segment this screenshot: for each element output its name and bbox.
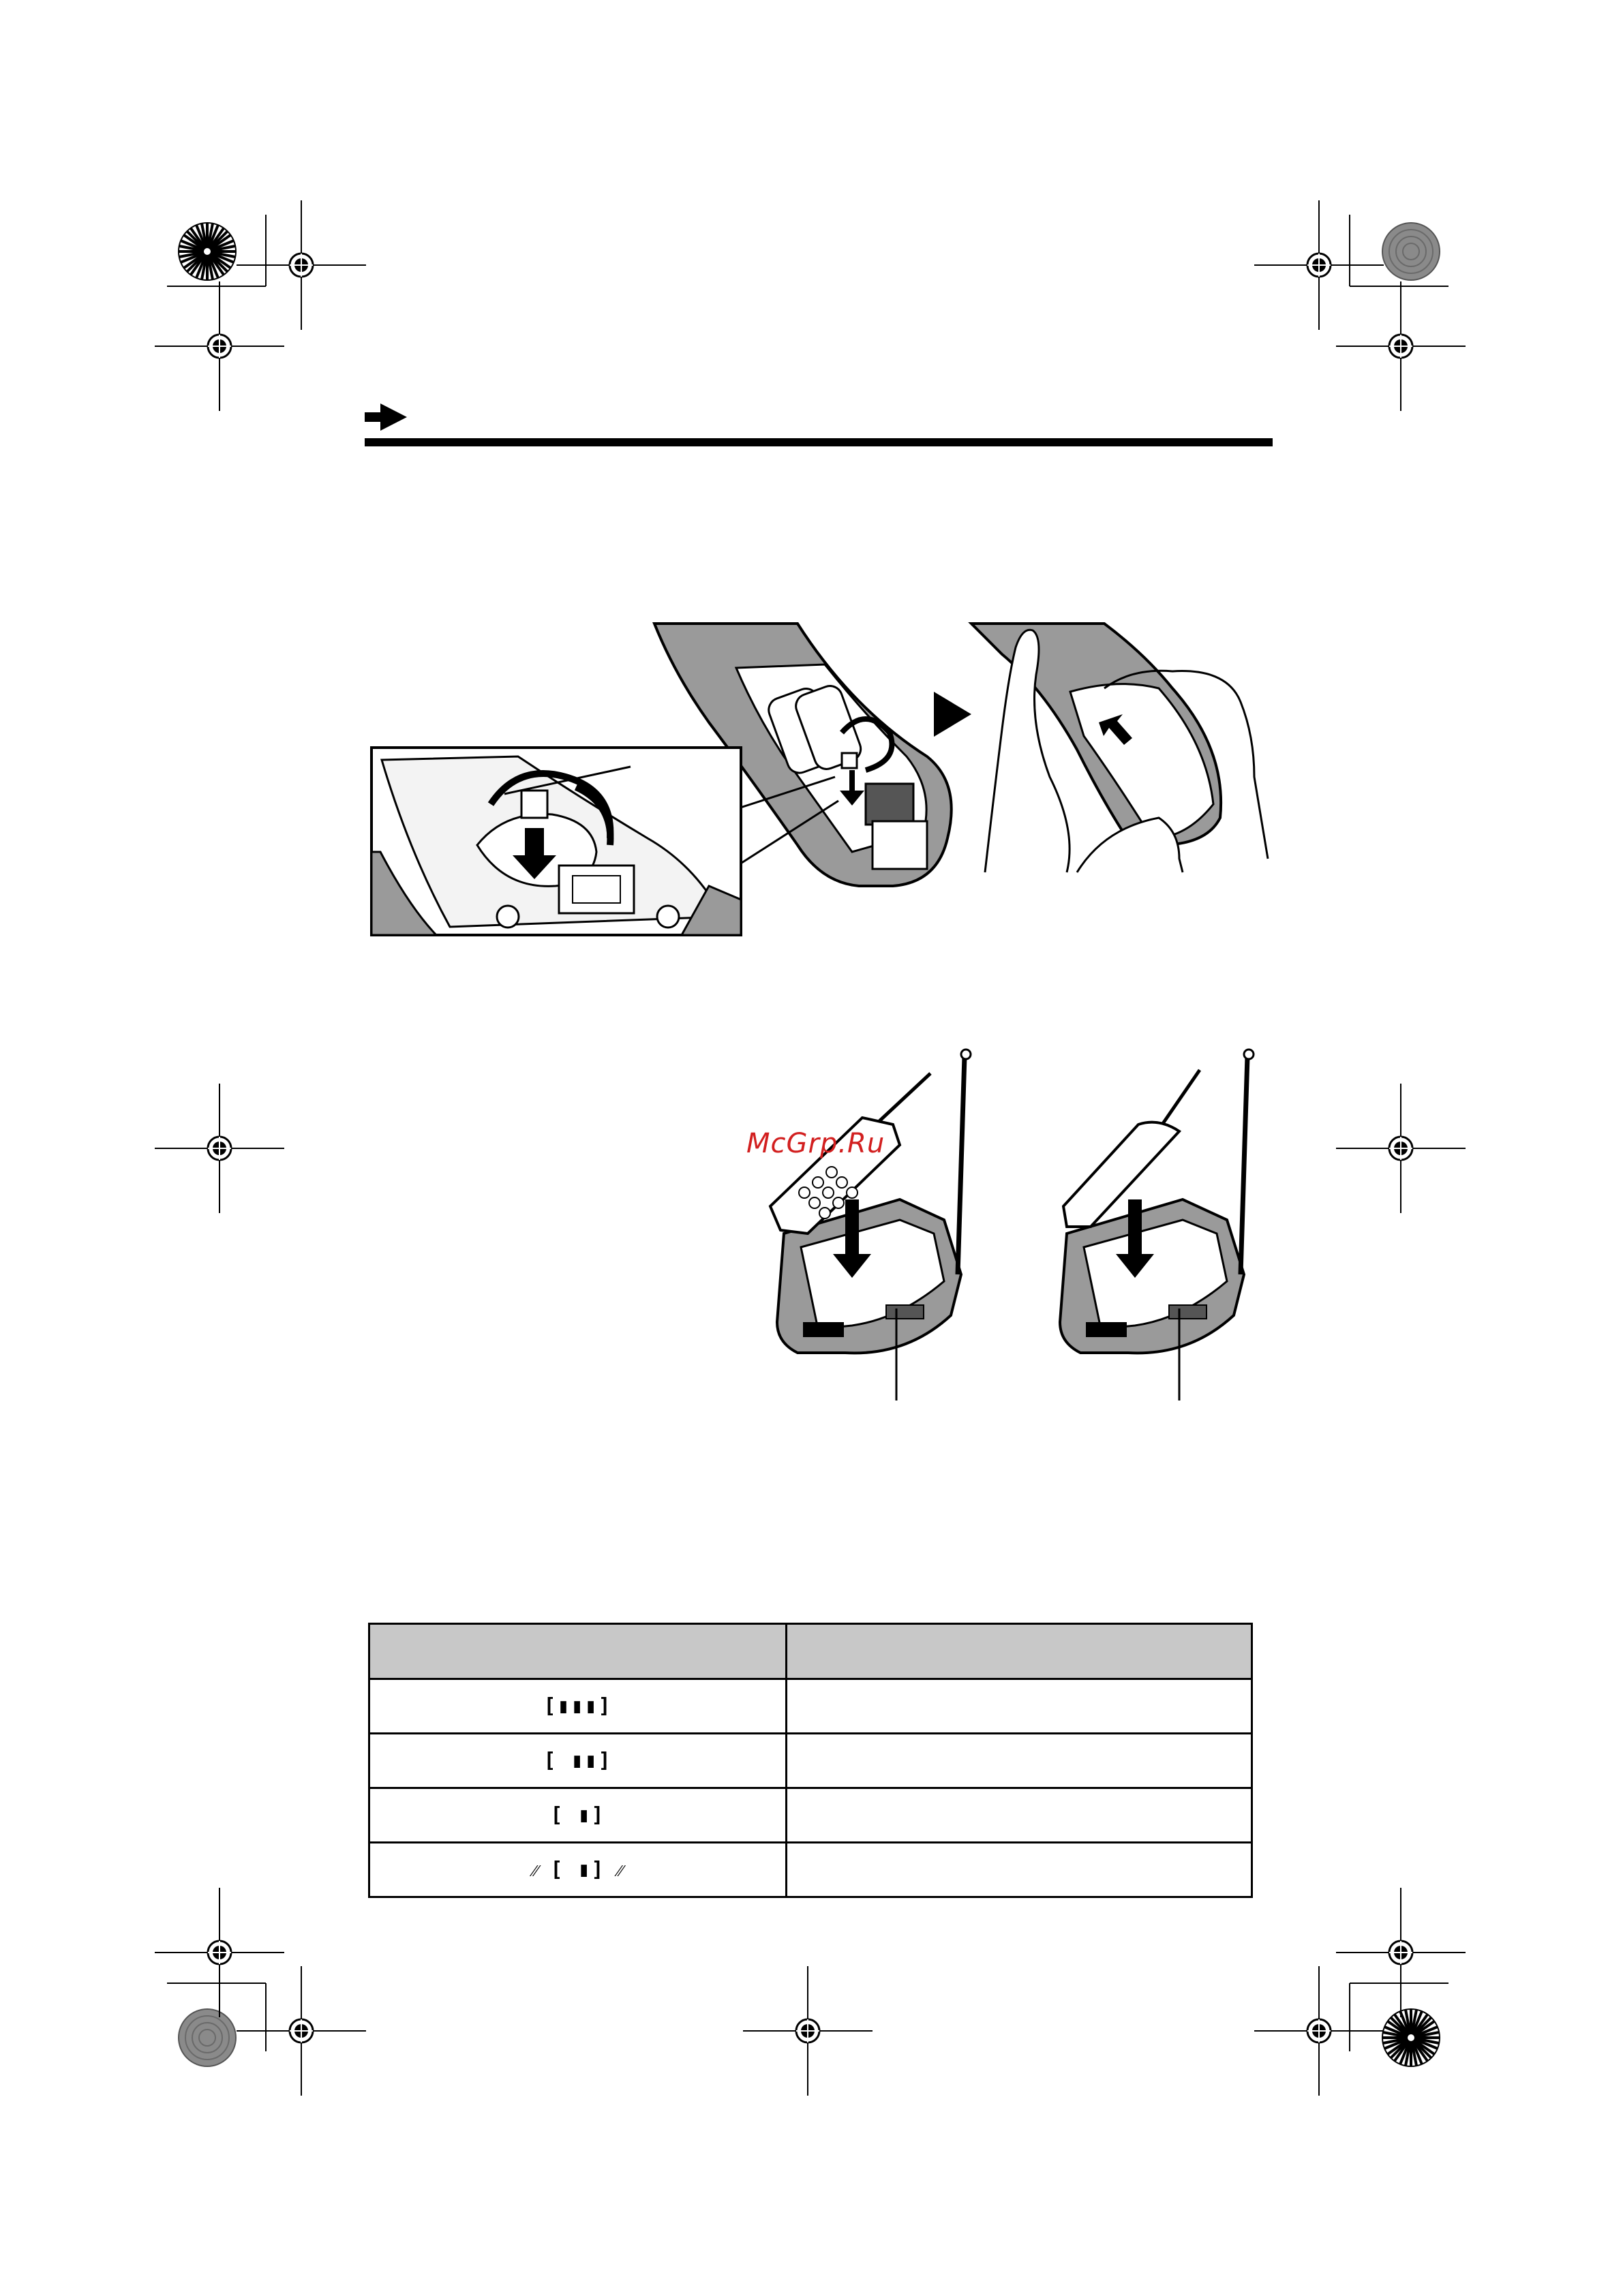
battery-description-cell xyxy=(787,1788,1252,1843)
battery-strength-table xyxy=(368,1623,1253,1898)
battery-indicator-cell xyxy=(369,1788,787,1843)
battery-indicator-cell xyxy=(369,1679,787,1734)
table-row xyxy=(369,1679,1252,1734)
battery-description-cell xyxy=(787,1843,1252,1897)
table-row xyxy=(369,1788,1252,1843)
battery-indicator-cell xyxy=(369,1734,787,1788)
flash-right-icon: ⁄⁄ xyxy=(617,1861,623,1880)
arrow-right-icon xyxy=(365,403,407,431)
table-row xyxy=(369,1734,1252,1788)
registration-mark-icon xyxy=(237,200,366,330)
registration-mark-icon xyxy=(1336,1084,1466,1213)
play-triangle-icon xyxy=(934,692,971,737)
registration-mark-icon xyxy=(1336,281,1466,411)
charging-figure-right xyxy=(1060,1050,1254,1400)
registration-mark-icon xyxy=(237,1966,366,2096)
battery-indicator-cell xyxy=(369,1843,787,1897)
watermark-text: McGrp.Ru xyxy=(746,1128,885,1159)
battery-flashing-icon: [ ▮] xyxy=(550,1858,605,1882)
registration-mark-icon xyxy=(155,1888,284,2017)
table-row xyxy=(369,1843,1252,1897)
color-wheel-icon xyxy=(179,2009,236,2066)
registration-mark-icon xyxy=(155,281,284,411)
registration-mark-icon xyxy=(1254,200,1384,330)
color-wheel-icon xyxy=(1382,2009,1440,2066)
charging-figure-left xyxy=(770,1050,971,1400)
battery-description-cell xyxy=(787,1679,1252,1734)
table-header-cell xyxy=(787,1624,1252,1679)
table-header-cell xyxy=(369,1624,787,1679)
registration-mark-icon xyxy=(155,1084,284,1213)
battery-medium-icon: [ ▮▮] xyxy=(543,1749,612,1773)
color-wheel-icon xyxy=(1382,223,1440,280)
flash-left-icon: ⁄⁄ xyxy=(532,1861,539,1880)
table-header-row xyxy=(369,1624,1252,1679)
registration-mark-icon xyxy=(743,1966,873,2096)
battery-figure xyxy=(371,624,1268,935)
registration-mark-icon xyxy=(1254,1966,1384,2096)
color-wheel-icon xyxy=(179,223,236,280)
registration-mark-icon xyxy=(1336,1888,1466,2017)
battery-description-cell xyxy=(787,1734,1252,1788)
battery-low-icon: [ ▮] xyxy=(550,1803,605,1827)
battery-full-icon: [▮▮▮] xyxy=(543,1694,612,1718)
header-rule xyxy=(365,438,1273,446)
